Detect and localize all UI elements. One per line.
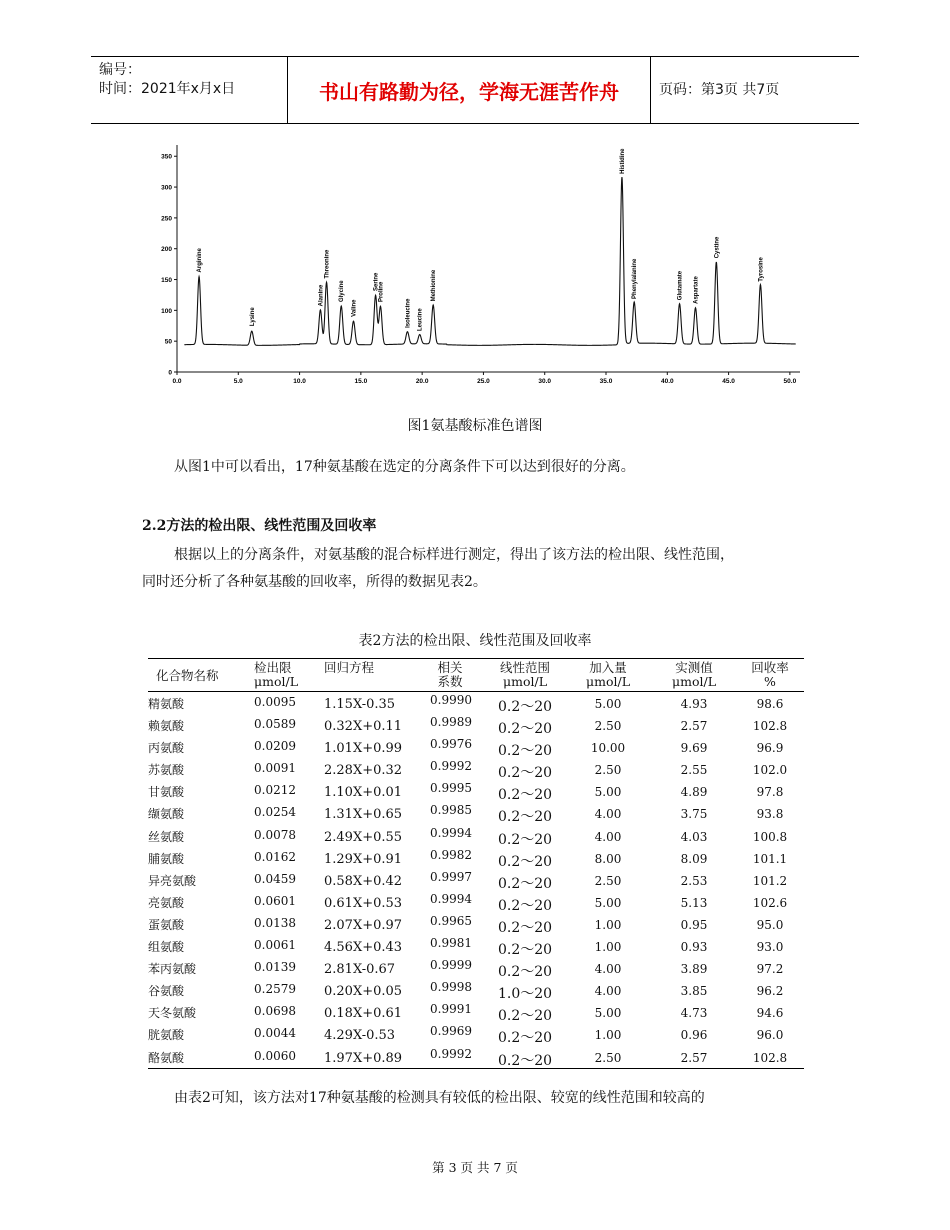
cell-meas: 3.85 xyxy=(680,984,708,999)
x-tick-label: 30.0 xyxy=(538,378,552,385)
peak-label: Proline xyxy=(378,281,385,303)
cell-range: 0.2～20 xyxy=(498,1030,553,1047)
cell-add: 4.00 xyxy=(594,984,622,999)
cell-eq: 0.61X+0.53 xyxy=(324,895,403,911)
peak-label: Lysine xyxy=(249,307,256,327)
cell-add: 4.00 xyxy=(594,807,622,822)
cell-meas: 2.53 xyxy=(680,873,708,888)
page-header xyxy=(91,56,859,124)
cell-meas: 4.73 xyxy=(680,1006,708,1021)
cell-name: 赖氨酸 xyxy=(148,719,185,734)
x-tick-label: 0.0 xyxy=(172,378,182,385)
cell-eq: 2.07X+0.97 xyxy=(324,917,403,933)
table-row xyxy=(148,780,804,802)
cell-range: 0.2～20 xyxy=(498,964,553,981)
cell-rec: 94.6 xyxy=(756,1006,784,1021)
cell-range: 0.2～20 xyxy=(498,942,553,959)
cell-eq: 1.31X+0.65 xyxy=(324,807,403,823)
table-row xyxy=(148,913,804,935)
cell-r: 0.9982 xyxy=(430,847,472,862)
chromatogram-chart xyxy=(140,140,805,385)
header-r xyxy=(430,661,470,689)
cell-meas: 3.75 xyxy=(680,807,708,822)
cell-range: 1.0～20 xyxy=(498,986,553,1003)
cell-eq: 2.49X+0.55 xyxy=(324,829,403,845)
cell-rec: 101.1 xyxy=(752,851,788,866)
cell-meas: 4.89 xyxy=(680,785,708,800)
header-meta xyxy=(91,57,288,123)
chromatogram-trace xyxy=(184,177,795,345)
y-tick-label: 150 xyxy=(161,277,172,285)
cell-lod: 0.0601 xyxy=(254,893,296,908)
cell-eq: 0.18X+0.61 xyxy=(324,1006,403,1022)
table-row xyxy=(148,802,804,824)
header-lod-title: 检出限 xyxy=(254,660,292,675)
cell-lod: 0.0138 xyxy=(254,915,296,930)
cell-name: 天冬氨酸 xyxy=(148,1006,197,1021)
cell-meas: 2.57 xyxy=(680,1050,708,1065)
cell-r: 0.9976 xyxy=(430,737,472,752)
header-lod xyxy=(254,661,298,689)
cell-eq: 4.56X+0.43 xyxy=(324,940,403,956)
cell-lod: 0.0095 xyxy=(254,695,296,709)
cell-meas: 0.93 xyxy=(680,940,708,955)
cell-range: 0.2～20 xyxy=(498,919,553,936)
cell-lod: 0.2579 xyxy=(254,982,296,997)
cell-r: 0.9990 xyxy=(430,693,472,707)
peak-label: Aspartate xyxy=(693,276,700,304)
cell-r: 0.9991 xyxy=(430,1002,472,1017)
cell-range: 0.2～20 xyxy=(498,1008,553,1025)
cell-rec: 95.0 xyxy=(756,917,784,932)
cell-r: 0.9994 xyxy=(430,891,472,906)
cell-meas: 2.55 xyxy=(680,763,708,778)
cell-lod: 0.0139 xyxy=(254,960,296,975)
header-page-label: 页码：第3页 共7页 xyxy=(659,82,780,98)
cell-rec: 98.6 xyxy=(756,697,784,711)
header-add-unit: μmol/L xyxy=(585,674,630,689)
chart-ticks xyxy=(161,154,796,385)
peak-label: Isoleucine xyxy=(405,298,412,328)
cell-range: 0.2～20 xyxy=(498,721,553,738)
y-tick-label: 350 xyxy=(161,153,172,161)
serial-label: 编号： xyxy=(99,62,141,78)
table-row xyxy=(148,692,804,714)
cell-name: 丝氨酸 xyxy=(148,829,185,844)
y-tick-label: 200 xyxy=(161,246,172,254)
date-label: 时间：2021年x月x日 xyxy=(99,81,236,97)
cell-add: 1.00 xyxy=(594,940,622,955)
cell-eq: 0.58X+0.42 xyxy=(324,873,403,889)
cell-r: 0.9985 xyxy=(430,803,472,818)
header-add xyxy=(572,661,644,689)
cell-add: 4.00 xyxy=(594,829,622,844)
peak-label: Methionine xyxy=(431,269,438,302)
table-row xyxy=(148,847,804,869)
y-tick-label: 250 xyxy=(161,215,172,223)
peak-label: Arginine xyxy=(197,248,204,273)
y-tick-label: 100 xyxy=(161,307,172,315)
cell-rec: 102.8 xyxy=(752,719,788,734)
cell-lod: 0.0162 xyxy=(254,849,296,864)
cell-name: 甘氨酸 xyxy=(148,785,185,800)
cell-r: 0.9995 xyxy=(430,781,472,796)
table-row xyxy=(148,1001,804,1023)
header-meas-title: 实测值 xyxy=(675,660,713,675)
cell-r: 0.9999 xyxy=(430,958,472,973)
peak-label: Alanine xyxy=(318,284,325,307)
x-tick-label: 25.0 xyxy=(477,378,490,385)
cell-r: 0.9992 xyxy=(430,1046,472,1061)
header-name: 化合物名称 xyxy=(156,668,219,683)
cell-add: 2.50 xyxy=(594,873,622,888)
cell-r: 0.9994 xyxy=(430,825,472,840)
cell-meas: 9.69 xyxy=(680,741,708,756)
cell-lod: 0.0589 xyxy=(254,717,296,732)
table-caption: 表2方法的检出限、线性范围及回收率 xyxy=(358,633,592,649)
cell-add: 5.00 xyxy=(594,697,622,711)
x-tick-label: 40.0 xyxy=(660,378,674,385)
cell-rec: 101.2 xyxy=(752,873,788,888)
header-motto: 书山有路勤为径，学海无涯苦作舟 xyxy=(288,57,651,123)
cell-rec: 102.6 xyxy=(752,895,788,910)
table-row xyxy=(148,825,804,847)
cell-rec: 102.0 xyxy=(752,763,788,778)
cell-meas: 0.95 xyxy=(680,917,708,932)
cell-lod: 0.0044 xyxy=(254,1026,296,1041)
cell-name: 苯丙氨酸 xyxy=(148,962,197,977)
cell-rec: 97.2 xyxy=(756,962,784,977)
page-footer: 第 3 页 共 7 页 xyxy=(432,1160,518,1175)
cell-meas: 4.03 xyxy=(680,829,708,844)
cell-lod: 0.0060 xyxy=(254,1048,296,1063)
cell-meas: 2.57 xyxy=(680,719,708,734)
peak-label: Serine xyxy=(373,272,380,291)
cell-range: 0.2～20 xyxy=(498,743,553,760)
cell-lod: 0.0078 xyxy=(254,827,296,842)
cell-meas: 8.09 xyxy=(680,851,708,866)
cell-range: 0.2～20 xyxy=(498,853,553,870)
cell-eq: 1.29X+0.91 xyxy=(324,851,403,867)
cell-name: 谷氨酸 xyxy=(148,984,185,999)
cell-eq: 1.15X-0.35 xyxy=(324,697,396,712)
x-tick-label: 35.0 xyxy=(599,378,613,385)
cell-rec: 93.8 xyxy=(756,807,784,822)
cell-name: 胱氨酸 xyxy=(148,1028,185,1043)
header-range-unit: μmol/L xyxy=(502,674,547,689)
y-tick-label: 300 xyxy=(161,184,172,192)
cell-rec: 96.0 xyxy=(756,1028,784,1043)
figure-caption: 图1氨基酸标准色谱图 xyxy=(407,418,543,434)
cell-range: 0.2～20 xyxy=(498,765,553,782)
x-tick-label: 5.0 xyxy=(233,378,243,385)
cell-rec: 96.2 xyxy=(756,984,784,999)
cell-rec: 102.8 xyxy=(752,1050,788,1065)
table-row xyxy=(148,758,804,780)
paragraph-1: 从图1中可以看出，17种氨基酸在选定的分离条件下可以达到很好的分离。 xyxy=(174,459,635,475)
peak-label: Glutamate xyxy=(677,270,684,301)
cell-lod: 0.0209 xyxy=(254,739,296,754)
table-row xyxy=(148,891,804,913)
peak-label: Valine xyxy=(351,299,358,317)
cell-lod: 0.0061 xyxy=(254,938,296,953)
cell-add: 8.00 xyxy=(594,851,622,866)
cell-rec: 100.8 xyxy=(752,829,788,844)
cell-r: 0.9998 xyxy=(430,980,472,995)
cell-name: 苏氨酸 xyxy=(148,763,185,778)
cell-rec: 97.8 xyxy=(756,785,784,800)
cell-eq: 1.97X+0.89 xyxy=(324,1050,403,1066)
cell-name: 丙氨酸 xyxy=(148,741,185,756)
cell-lod: 0.0459 xyxy=(254,871,296,886)
table-row xyxy=(148,1023,804,1045)
header-range xyxy=(490,661,560,689)
cell-lod: 0.0091 xyxy=(254,761,296,776)
cell-name: 酪氨酸 xyxy=(148,1050,185,1065)
peak-label: Histidine xyxy=(619,148,626,174)
cell-range: 0.2～20 xyxy=(498,897,553,914)
cell-add: 5.00 xyxy=(594,895,622,910)
paragraph-2-line-2: 同时还分析了各种氨基酸的回收率，所得的数据见表2。 xyxy=(142,574,487,590)
header-r-title: 相关 xyxy=(437,660,463,675)
cell-r: 0.9997 xyxy=(430,869,472,884)
cell-add: 4.00 xyxy=(594,962,622,977)
cell-add: 2.50 xyxy=(594,763,622,778)
cell-eq: 1.10X+0.01 xyxy=(324,785,403,801)
table-row xyxy=(148,979,804,1001)
peak-label: Phenylalanine xyxy=(632,258,639,299)
header-r-unit: 系数 xyxy=(437,674,463,689)
paragraph-3: 由表2可知，该方法对17种氨基酸的检测具有较低的检出限、较宽的线性范围和较高的 xyxy=(174,1090,705,1106)
cell-rec: 96.9 xyxy=(756,741,784,756)
cell-r: 0.9965 xyxy=(430,913,472,928)
x-tick-label: 45.0 xyxy=(722,378,735,385)
header-lod-unit: μmol/L xyxy=(254,674,299,689)
peak-label: Cystine xyxy=(714,236,721,259)
peak-label: Leucine xyxy=(417,308,424,332)
peak-label: Tyrosine xyxy=(758,257,765,282)
cell-range: 0.2～20 xyxy=(498,1052,553,1069)
cell-range: 0.2～20 xyxy=(498,787,553,804)
section-title: 2.2方法的检出限、线性范围及回收率 xyxy=(142,518,377,534)
header-meas xyxy=(658,661,730,689)
y-tick-label: 0 xyxy=(168,369,172,377)
cell-name: 脯氨酸 xyxy=(148,851,185,866)
cell-r: 0.9981 xyxy=(430,936,472,951)
header-meas-unit: μmol/L xyxy=(671,674,716,689)
header-eq: 回归方程 xyxy=(324,660,375,675)
cell-name: 蛋氨酸 xyxy=(148,917,185,932)
table-row xyxy=(148,714,804,736)
cell-lod: 0.0254 xyxy=(254,805,296,820)
header-add-title: 加入量 xyxy=(589,660,627,675)
cell-r: 0.9969 xyxy=(430,1024,472,1039)
table-row xyxy=(148,736,804,758)
x-tick-label: 15.0 xyxy=(354,378,368,385)
cell-name: 缬氨酸 xyxy=(148,807,185,822)
peak-label: Threonine xyxy=(324,249,331,279)
x-tick-label: 20.0 xyxy=(415,378,429,385)
cell-rec: 93.0 xyxy=(756,940,784,955)
cell-range: 0.2～20 xyxy=(498,809,553,826)
cell-r: 0.9989 xyxy=(430,715,472,730)
header-rec xyxy=(734,661,806,689)
cell-eq: 2.28X+0.32 xyxy=(324,763,403,779)
x-tick-label: 50.0 xyxy=(783,378,797,385)
table-row xyxy=(148,1046,804,1068)
cell-add: 5.00 xyxy=(594,785,622,800)
peak-label: Glycine xyxy=(339,280,346,303)
cell-name: 亮氨酸 xyxy=(148,895,185,910)
cell-meas: 3.89 xyxy=(680,962,708,977)
cell-lod: 0.0698 xyxy=(254,1004,296,1019)
cell-name: 组氨酸 xyxy=(148,940,185,955)
cell-add: 1.00 xyxy=(594,917,622,932)
cell-range: 0.2～20 xyxy=(498,875,553,892)
cell-r: 0.9992 xyxy=(430,759,472,774)
cell-eq: 2.81X-0.67 xyxy=(324,962,396,978)
table-row xyxy=(148,869,804,891)
chart-axes xyxy=(177,145,800,372)
cell-range: 0.2～20 xyxy=(498,699,553,715)
table-body xyxy=(148,692,804,1068)
cell-eq: 4.29X-0.53 xyxy=(324,1028,396,1044)
cell-meas: 5.13 xyxy=(680,895,708,910)
cell-lod: 0.0212 xyxy=(254,783,296,798)
cell-meas: 4.93 xyxy=(680,697,708,711)
cell-range: 0.2～20 xyxy=(498,831,553,848)
table-header xyxy=(148,659,804,692)
header-range-title: 线性范围 xyxy=(499,660,550,675)
header-rec-unit: % xyxy=(764,674,776,689)
cell-meas: 0.96 xyxy=(680,1028,708,1043)
table-row xyxy=(148,935,804,957)
cell-add: 2.50 xyxy=(594,1050,622,1065)
cell-add: 1.00 xyxy=(594,1028,622,1043)
cell-add: 5.00 xyxy=(594,1006,622,1021)
x-tick-label: 10.0 xyxy=(293,378,306,385)
cell-add: 10.00 xyxy=(590,741,626,756)
y-tick-label: 50 xyxy=(164,338,172,346)
cell-eq: 0.20X+0.05 xyxy=(324,984,403,1000)
cell-eq: 0.32X+0.11 xyxy=(324,719,403,735)
cell-eq: 1.01X+0.99 xyxy=(324,741,403,757)
cell-add: 2.50 xyxy=(594,719,622,734)
header-rec-title: 回收率 xyxy=(751,660,789,675)
paragraph-2-line-1: 根据以上的分离条件，对氨基酸的混合标样进行测定，得出了该方法的检出限、线性范围， xyxy=(174,547,734,563)
cell-name: 精氨酸 xyxy=(148,697,185,711)
cell-name: 异亮氨酸 xyxy=(148,873,197,888)
data-table xyxy=(148,658,804,1069)
table-row xyxy=(148,957,804,979)
